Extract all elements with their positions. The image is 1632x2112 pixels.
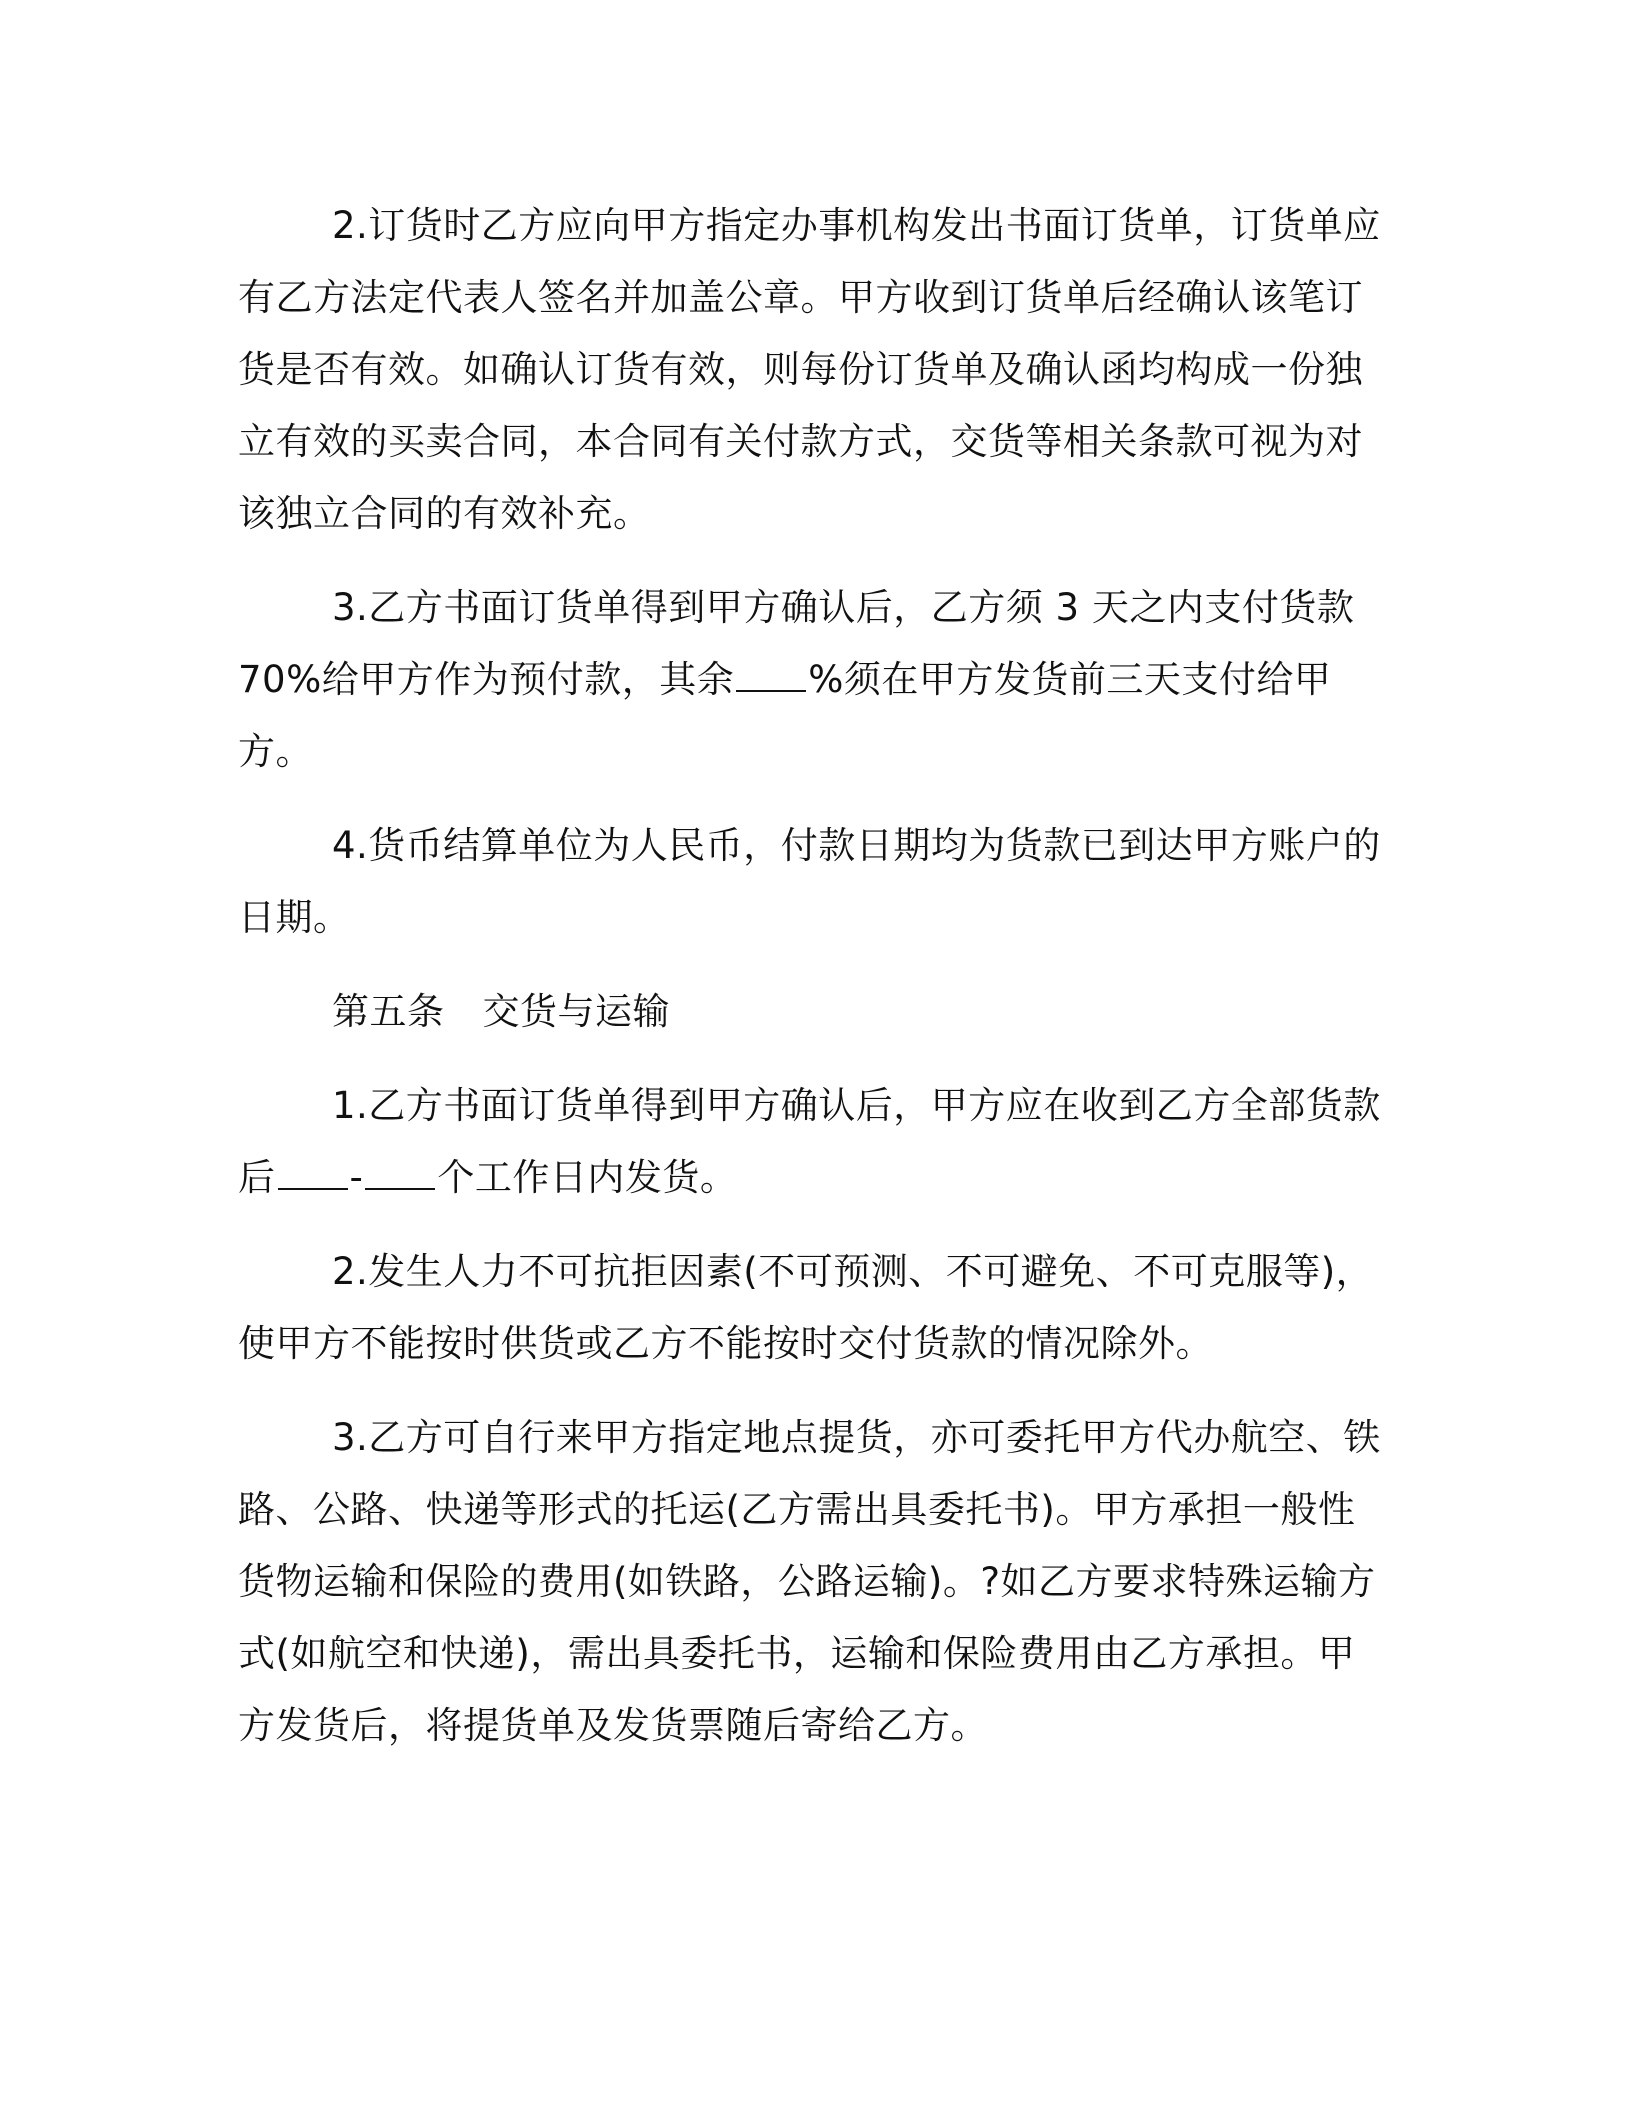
clause5-item1-text-start: 1.乙方书面订货单得到甲方确认后，甲方应在收到乙方全部货款后 [238, 1084, 1381, 1199]
clause5-item2 [238, 1236, 1388, 1380]
fill-in-blank [736, 660, 806, 692]
fill-in-blank [365, 1158, 435, 1190]
clause5-heading-number: 第五条 [332, 990, 445, 1033]
clause4-item4 [238, 810, 1388, 954]
clause4-item2 [238, 190, 1388, 550]
clause5-item3 [238, 1402, 1388, 1762]
clause4-item3-text-start: 3.乙方书面订货单得到甲方确认后，乙方须 3 天之内支付货款 70%给甲方作为预付款，其余 [238, 586, 1355, 701]
clause4-item3-text-end: %须在甲方发货前三天支付给甲方。 [238, 658, 1332, 773]
clause5-heading-title: 交货与运输 [482, 990, 670, 1033]
clause4-item3 [238, 572, 1388, 788]
fill-in-blank [278, 1158, 348, 1190]
clause5-item1-text-end: 个工作日内发货。 [437, 1156, 738, 1199]
clause5-item3-text: 3.乙方可自行来甲方指定地点提货，亦可委托甲方代办航空、铁路、公路、快递等形式的托运(乙方需出具委托书)。甲方承担一般性货物运输和保险的费用(如铁路，公路运输)。?如乙方要求特殊运输方式(如航空和快递)，需出具委托书，运输和保险费用由乙方承担。甲方发货后，将提货单及发货票随后寄给乙方。 [238, 1416, 1381, 1747]
clause4-item4-text: 4.货币结算单位为人民币，付款日期均为货款已到达甲方账户的日期。 [238, 824, 1381, 939]
clause4-item2-text: 2.订货时乙方应向甲方指定办事机构发出书面订货单，订货单应有乙方法定代表人签名并加盖公章。甲方收到订货单后经确认该笔订货是否有效。如确认订货有效，则每份订货单及确认函均构成一份独立有效的买卖合同，本合同有关付款方式，交货等相关条款可视为对该独立合同的有效补充。 [238, 204, 1381, 535]
clause5-heading [238, 976, 1388, 1048]
document-body [238, 190, 1388, 1762]
clause5-item2-text: 2.发生人力不可抗拒因素(不可预测、不可避免、不可克服等)，使甲方不能按时供货或乙方不能按时交付货款的情况除外。 [238, 1250, 1374, 1365]
clause5-item1 [238, 1070, 1388, 1214]
clause5-item1-dash: - [349, 1156, 364, 1199]
